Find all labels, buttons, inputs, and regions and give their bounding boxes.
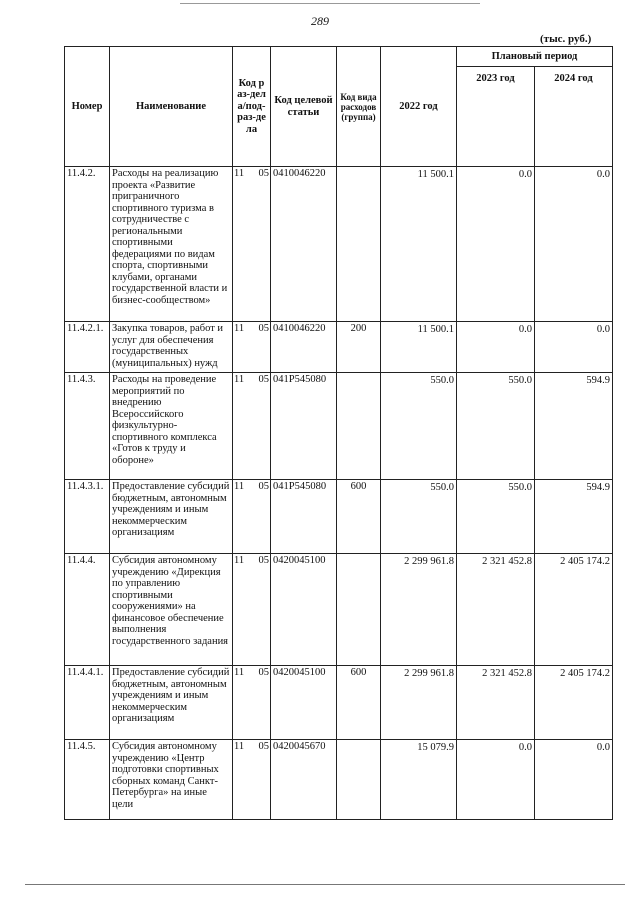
row-target-code: 041P545080 bbox=[271, 480, 337, 554]
row-section-code: 11 bbox=[234, 323, 245, 334]
row-value-2024: 0.0 bbox=[535, 740, 613, 820]
units-label: (тыс. руб.) bbox=[540, 33, 592, 45]
row-value-2022: 2 299 961.8 bbox=[381, 554, 457, 666]
row-name: Предоставление субсидий бюджетным, автономным учреждениям и иным некоммерческим организациям bbox=[110, 480, 233, 554]
row-expense-type bbox=[337, 373, 381, 480]
row-section bbox=[233, 666, 271, 740]
row-value-2024: 594.9 bbox=[535, 480, 613, 554]
row-value-2023: 2 321 452.8 bbox=[457, 554, 535, 666]
row-expense-type bbox=[337, 740, 381, 820]
bottom-rule bbox=[25, 884, 625, 885]
row-value-2023: 0.0 bbox=[457, 740, 535, 820]
row-name: Предоставление субсидий бюджетным, автономным учреждениям и иным некоммерческим организациям bbox=[110, 666, 233, 740]
row-name: Закупка товаров, работ и услуг для обеспечения государственных (муниципальных) нужд bbox=[110, 322, 233, 373]
row-subsection-code: 05 bbox=[258, 555, 269, 566]
row-section-code: 11 bbox=[234, 168, 245, 179]
row-name: Субсидия автономному учреждению «Центр подготовки спортивных сборных команд Санкт-Петербурга» на иные цели bbox=[110, 740, 233, 820]
row-number: 11.4.2.1. bbox=[65, 322, 110, 373]
row-value-2024: 594.9 bbox=[535, 373, 613, 480]
row-section-code: 11 bbox=[234, 481, 245, 492]
row-section bbox=[233, 167, 271, 322]
row-section-code: 11 bbox=[234, 741, 245, 752]
table-row bbox=[65, 554, 613, 666]
row-section-code: 11 bbox=[234, 374, 245, 385]
header-section: Код раз-дела/под-раз-дела bbox=[233, 47, 271, 167]
header-number: Номер bbox=[65, 47, 110, 167]
row-subsection-code: 05 bbox=[258, 741, 269, 752]
header-2024: 2024 год bbox=[535, 67, 613, 167]
table-body bbox=[65, 167, 613, 820]
row-value-2024: 2 405 174.2 bbox=[535, 666, 613, 740]
row-name: Субсидия автономному учреждению «Дирекция по управлению спортивными сооружениями» на финансовое обеспечение выполнения государственного задания bbox=[110, 554, 233, 666]
row-target-code: 0420045100 bbox=[271, 666, 337, 740]
row-name: Расходы на проведение мероприятий по внедрению Всероссийского физкультурно-спортивного комплекса «Готов к труду и обороне» bbox=[110, 373, 233, 480]
row-section bbox=[233, 322, 271, 373]
row-expense-type: 600 bbox=[337, 666, 381, 740]
row-number: 11.4.4.1. bbox=[65, 666, 110, 740]
row-value-2024: 0.0 bbox=[535, 322, 613, 373]
row-section bbox=[233, 480, 271, 554]
row-value-2022: 11 500.1 bbox=[381, 167, 457, 322]
row-value-2022: 550.0 bbox=[381, 373, 457, 480]
row-number: 11.4.3.1. bbox=[65, 480, 110, 554]
row-number: 11.4.4. bbox=[65, 554, 110, 666]
table-row bbox=[65, 373, 613, 480]
table-row bbox=[65, 167, 613, 322]
top-rule bbox=[180, 3, 480, 4]
row-target-code: 0420045670 bbox=[271, 740, 337, 820]
page-number: 289 bbox=[311, 14, 329, 28]
header-planning-period: Плановый период bbox=[457, 47, 613, 67]
row-number: 11.4.3. bbox=[65, 373, 110, 480]
row-subsection-code: 05 bbox=[258, 168, 269, 179]
row-expense-type: 600 bbox=[337, 480, 381, 554]
row-section-code: 11 bbox=[234, 555, 245, 566]
row-value-2023: 0.0 bbox=[457, 167, 535, 322]
table-row bbox=[65, 322, 613, 373]
row-value-2022: 2 299 961.8 bbox=[381, 666, 457, 740]
row-subsection-code: 05 bbox=[258, 374, 269, 385]
table-row bbox=[65, 480, 613, 554]
table-row bbox=[65, 666, 613, 740]
row-section bbox=[233, 554, 271, 666]
row-value-2022: 11 500.1 bbox=[381, 322, 457, 373]
budget-table bbox=[64, 46, 613, 820]
row-subsection-code: 05 bbox=[258, 481, 269, 492]
row-expense-type bbox=[337, 167, 381, 322]
row-section bbox=[233, 740, 271, 820]
row-expense-type bbox=[337, 554, 381, 666]
header-name: Наименование bbox=[110, 47, 233, 167]
row-expense-type: 200 bbox=[337, 322, 381, 373]
row-target-code: 0410046220 bbox=[271, 322, 337, 373]
row-value-2024: 0.0 bbox=[535, 167, 613, 322]
row-value-2022: 550.0 bbox=[381, 480, 457, 554]
row-name: Расходы на реализацию проекта «Развитие приграничного спортивного туризма в сотрудничестве с региональными спортивными федерациями по видам спорта, спортивными клубами, органами государственной власти и бизнес-сообществом» bbox=[110, 167, 233, 322]
row-value-2024: 2 405 174.2 bbox=[535, 554, 613, 666]
row-subsection-code: 05 bbox=[258, 323, 269, 334]
header-2023: 2023 год bbox=[457, 67, 535, 167]
row-section bbox=[233, 373, 271, 480]
row-number: 11.4.2. bbox=[65, 167, 110, 322]
row-value-2023: 550.0 bbox=[457, 373, 535, 480]
row-subsection-code: 05 bbox=[258, 667, 269, 678]
row-section-code: 11 bbox=[234, 667, 245, 678]
table-row bbox=[65, 740, 613, 820]
row-target-code: 0420045100 bbox=[271, 554, 337, 666]
row-target-code: 041P545080 bbox=[271, 373, 337, 480]
row-value-2022: 15 079.9 bbox=[381, 740, 457, 820]
row-number: 11.4.5. bbox=[65, 740, 110, 820]
header-target: Код целевой статьи bbox=[271, 47, 337, 167]
row-target-code: 0410046220 bbox=[271, 167, 337, 322]
row-value-2023: 550.0 bbox=[457, 480, 535, 554]
header-expense-type: Код вида расходов (группа) bbox=[337, 47, 381, 167]
header-2022: 2022 год bbox=[381, 47, 457, 167]
row-value-2023: 2 321 452.8 bbox=[457, 666, 535, 740]
row-value-2023: 0.0 bbox=[457, 322, 535, 373]
